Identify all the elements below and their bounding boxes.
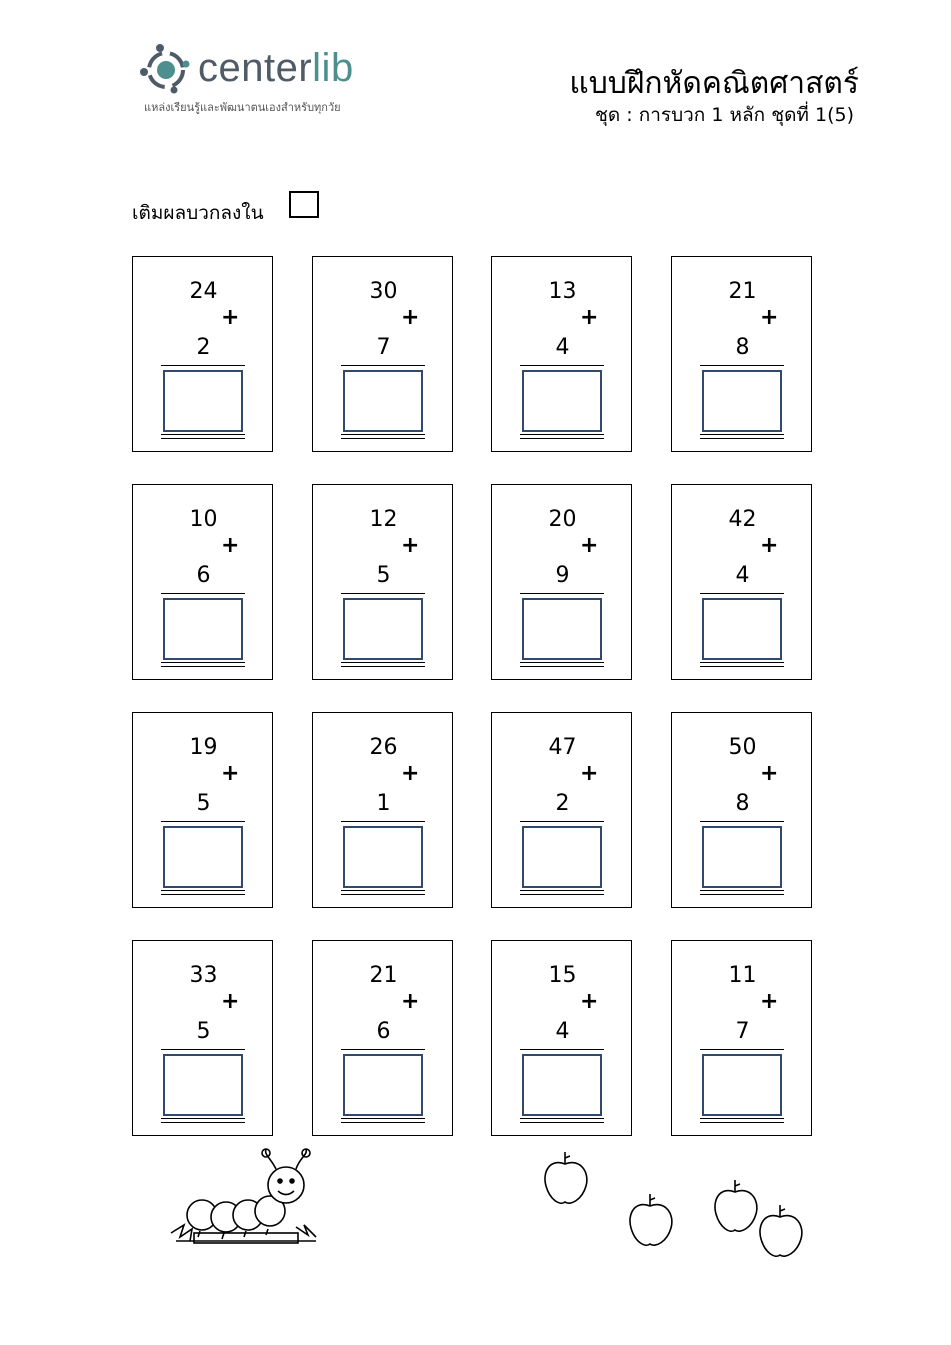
problem-card <box>671 256 812 452</box>
plus-sign: + <box>580 989 599 1014</box>
addend-bottom: 8 <box>735 791 750 816</box>
sum-line <box>520 1049 604 1050</box>
answer-box[interactable] <box>522 1054 602 1116</box>
problem-card <box>671 484 812 680</box>
centerlib-logo <box>140 40 400 120</box>
problem-card <box>671 940 812 1136</box>
double-underline <box>700 662 784 663</box>
addend-top: 19 <box>189 735 218 760</box>
sum-line <box>520 365 604 366</box>
addend-top: 21 <box>369 963 398 988</box>
addend-bottom: 7 <box>735 1019 750 1044</box>
answer-box[interactable] <box>343 598 423 660</box>
double-underline <box>520 662 604 663</box>
double-underline <box>161 894 245 895</box>
addend-bottom: 7 <box>376 335 391 360</box>
sum-line <box>341 1049 425 1050</box>
addend-bottom: 4 <box>555 1019 570 1044</box>
addend-bottom: 9 <box>555 563 570 588</box>
plus-sign: + <box>401 761 420 786</box>
problem-card <box>671 712 812 908</box>
addend-bottom: 6 <box>376 1019 391 1044</box>
double-underline <box>341 1122 425 1123</box>
addend-bottom: 1 <box>376 791 391 816</box>
addend-bottom: 5 <box>376 563 391 588</box>
problem-card <box>491 940 632 1136</box>
addend-top: 30 <box>369 279 398 304</box>
plus-sign: + <box>580 761 599 786</box>
addend-bottom: 8 <box>735 335 750 360</box>
double-underline <box>341 1118 425 1119</box>
double-underline <box>700 894 784 895</box>
addend-top: 42 <box>728 507 757 532</box>
answer-box[interactable] <box>702 370 782 432</box>
plus-sign: + <box>760 533 779 558</box>
problem-card <box>312 712 453 908</box>
plus-sign: + <box>580 305 599 330</box>
answer-box[interactable] <box>522 826 602 888</box>
problem-card <box>312 940 453 1136</box>
double-underline <box>161 666 245 667</box>
plus-sign: + <box>401 533 420 558</box>
plus-sign: + <box>760 305 779 330</box>
double-underline <box>341 666 425 667</box>
problem-card <box>132 712 273 908</box>
problem-card <box>312 484 453 680</box>
sum-line <box>520 593 604 594</box>
sum-line <box>161 365 245 366</box>
double-underline <box>700 438 784 439</box>
addend-top: 11 <box>728 963 757 988</box>
problem-card <box>491 712 632 908</box>
double-underline <box>161 1122 245 1123</box>
addend-top: 50 <box>728 735 757 760</box>
sum-line <box>161 593 245 594</box>
instruction-example-box <box>289 191 319 218</box>
apple-illustration <box>755 1203 815 1263</box>
answer-box[interactable] <box>522 370 602 432</box>
plus-sign: + <box>580 533 599 558</box>
apple-illustration <box>540 1150 610 1210</box>
double-underline <box>700 1118 784 1119</box>
sum-line <box>700 365 784 366</box>
sum-line <box>341 593 425 594</box>
addend-top: 26 <box>369 735 398 760</box>
plus-sign: + <box>760 989 779 1014</box>
sum-line <box>161 821 245 822</box>
double-underline <box>700 1122 784 1123</box>
addend-top: 12 <box>369 507 398 532</box>
addend-top: 13 <box>548 279 577 304</box>
worksheet-subtitle: ชุด : การบวก 1 หลัก ชุดที่ 1(5) <box>594 104 854 126</box>
addend-bottom: 5 <box>196 791 211 816</box>
answer-box[interactable] <box>163 598 243 660</box>
problem-card <box>132 484 273 680</box>
sum-line <box>700 1049 784 1050</box>
answer-box[interactable] <box>163 1054 243 1116</box>
double-underline <box>341 894 425 895</box>
double-underline <box>161 890 245 891</box>
logo-molecule-icon <box>140 42 192 94</box>
double-underline <box>700 666 784 667</box>
double-underline <box>520 894 604 895</box>
addend-top: 21 <box>728 279 757 304</box>
addend-bottom: 2 <box>555 791 570 816</box>
double-underline <box>161 434 245 435</box>
double-underline <box>520 1122 604 1123</box>
sum-line <box>341 365 425 366</box>
sum-line <box>700 593 784 594</box>
double-underline <box>520 434 604 435</box>
double-underline <box>161 662 245 663</box>
double-underline <box>341 662 425 663</box>
problem-card <box>132 256 273 452</box>
addend-bottom: 4 <box>735 563 750 588</box>
answer-box[interactable] <box>343 826 423 888</box>
sum-line <box>520 821 604 822</box>
addend-top: 20 <box>548 507 577 532</box>
addend-top: 47 <box>548 735 577 760</box>
answer-box[interactable] <box>702 598 782 660</box>
addend-top: 33 <box>189 963 218 988</box>
answer-box[interactable] <box>702 1054 782 1116</box>
plus-sign: + <box>221 989 240 1014</box>
double-underline <box>341 890 425 891</box>
sum-line <box>341 821 425 822</box>
double-underline <box>520 666 604 667</box>
answer-box[interactable] <box>163 370 243 432</box>
caterpillar-illustration <box>166 1145 326 1250</box>
addend-top: 24 <box>189 279 218 304</box>
double-underline <box>520 890 604 891</box>
double-underline <box>520 1118 604 1119</box>
double-underline <box>700 434 784 435</box>
plus-sign: + <box>221 305 240 330</box>
worksheet-title: แบบฝึกหัดคณิตศาสตร์ <box>569 66 859 101</box>
problem-card <box>491 484 632 680</box>
instruction-text: เติมผลบวกลงใน <box>132 202 264 224</box>
sum-line <box>161 1049 245 1050</box>
addend-bottom: 4 <box>555 335 570 360</box>
double-underline <box>341 438 425 439</box>
addend-bottom: 2 <box>196 335 211 360</box>
plus-sign: + <box>401 305 420 330</box>
plus-sign: + <box>221 533 240 558</box>
logo-tagline: แหล่งเรียนรู้และพัฒนาตนเองสำหรับทุกวัย <box>144 101 341 114</box>
problem-card <box>132 940 273 1136</box>
problem-card <box>312 256 453 452</box>
addend-top: 15 <box>548 963 577 988</box>
double-underline <box>700 890 784 891</box>
problem-card <box>491 256 632 452</box>
plus-sign: + <box>760 761 779 786</box>
answer-box[interactable] <box>522 598 602 660</box>
sum-line <box>700 821 784 822</box>
answer-box[interactable] <box>702 826 782 888</box>
apple-illustration <box>625 1192 685 1252</box>
plus-sign: + <box>401 989 420 1014</box>
answer-box[interactable] <box>343 1054 423 1116</box>
logo-wordmark: centerlib <box>198 46 354 90</box>
double-underline <box>161 1118 245 1119</box>
double-underline <box>341 434 425 435</box>
answer-box[interactable] <box>343 370 423 432</box>
double-underline <box>520 438 604 439</box>
addend-top: 10 <box>189 507 218 532</box>
plus-sign: + <box>221 761 240 786</box>
double-underline <box>161 438 245 439</box>
addend-bottom: 5 <box>196 1019 211 1044</box>
answer-box[interactable] <box>163 826 243 888</box>
addend-bottom: 6 <box>196 563 211 588</box>
